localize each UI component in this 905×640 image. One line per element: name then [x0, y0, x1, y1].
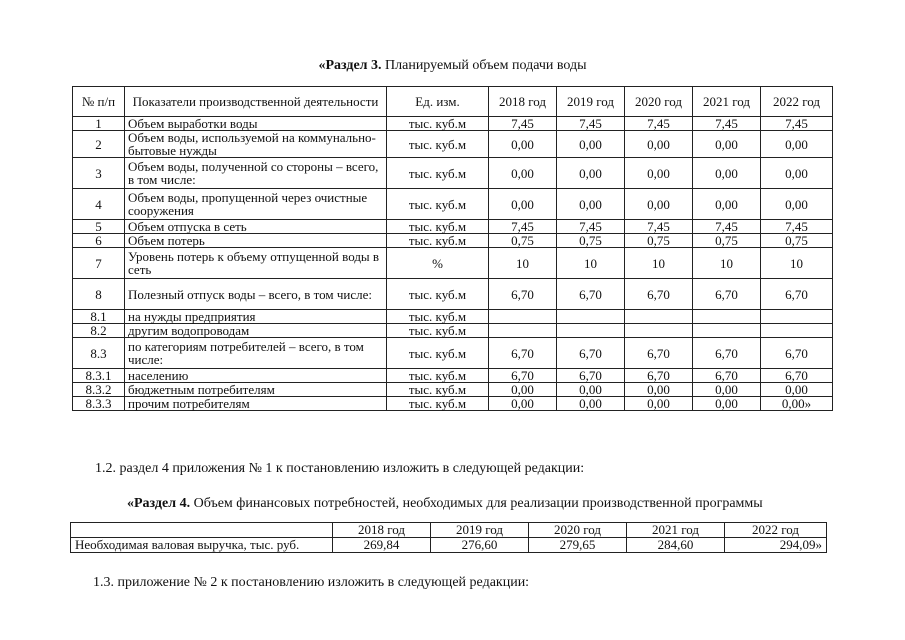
row-value-2018: 0,00 [489, 131, 557, 158]
row-value-2019: 0,00 [557, 383, 625, 397]
row-number: 6 [73, 234, 125, 248]
row-value-2020: 0,00 [625, 131, 693, 158]
row-value-2018: 0,00 [489, 383, 557, 397]
table-row [73, 397, 833, 411]
row-value-2018: 7,45 [489, 117, 557, 131]
financial-needs-table [70, 522, 827, 553]
row-value-2020 [625, 324, 693, 338]
row-unit: тыс. куб.м [387, 131, 489, 158]
row-indicator: бюджетным потребителям [125, 383, 387, 397]
row-unit: тыс. куб.м [387, 117, 489, 131]
row-unit: тыс. куб.м [387, 234, 489, 248]
row-value-2019: 0,00 [557, 158, 625, 189]
row-value-2021: 6,70 [693, 338, 761, 369]
row-value-2018: 6,70 [489, 369, 557, 383]
fin-header-empty [71, 523, 333, 538]
row-value-2020: 10 [625, 248, 693, 279]
row-value-2020 [625, 310, 693, 324]
fin-value-row [71, 538, 827, 553]
fin-header-row [71, 523, 827, 538]
row-unit: тыс. куб.м [387, 324, 489, 338]
row-value-2019: 6,70 [557, 369, 625, 383]
row-indicator: Объем воды, полученной со стороны – всего, в том числе: [125, 158, 387, 189]
row-unit: тыс. куб.м [387, 189, 489, 220]
row-unit: тыс. куб.м [387, 383, 489, 397]
section3-title [0, 58, 905, 74]
row-value-2018: 0,00 [489, 158, 557, 189]
row-value-2019 [557, 324, 625, 338]
row-value-2018: 6,70 [489, 279, 557, 310]
row-value-2022: 7,45 [761, 220, 833, 234]
row-unit: тыс. куб.м [387, 369, 489, 383]
row-value-2022 [761, 310, 833, 324]
header-indicator: Показатели производственной деятельности [125, 87, 387, 117]
row-unit: тыс. куб.м [387, 310, 489, 324]
row-unit: тыс. куб.м [387, 220, 489, 234]
paragraph-1-2: 1.2. раздел 4 приложения № 1 к постановлению изложить в следующей редакции: [95, 461, 585, 476]
fin-value-2020: 279,65 [529, 538, 627, 553]
row-number: 3 [73, 158, 125, 189]
row-value-2019: 6,70 [557, 338, 625, 369]
row-value-2019: 7,45 [557, 220, 625, 234]
header-2020: 2020 год [625, 87, 693, 117]
row-unit: тыс. куб.м [387, 397, 489, 411]
row-indicator: Объем потерь [125, 234, 387, 248]
header-unit: Ед. изм. [387, 87, 489, 117]
row-number: 8.1 [73, 310, 125, 324]
row-value-2018: 0,75 [489, 234, 557, 248]
row-number: 8.3.1 [73, 369, 125, 383]
header-2019: 2019 год [557, 87, 625, 117]
row-value-2020: 6,70 [625, 369, 693, 383]
section3-title-rest: Планируемый объем подачи воды [381, 58, 587, 73]
row-number: 4 [73, 189, 125, 220]
header-2018: 2018 год [489, 87, 557, 117]
row-value-2022 [761, 324, 833, 338]
table-row [73, 310, 833, 324]
table-row [73, 131, 833, 158]
table-row [73, 158, 833, 189]
row-value-2020: 0,75 [625, 234, 693, 248]
row-value-2019: 10 [557, 248, 625, 279]
row-number: 7 [73, 248, 125, 279]
fin-header-2022: 2022 год [725, 523, 827, 538]
row-value-2022: 6,70 [761, 369, 833, 383]
fin-header-2021: 2021 год [627, 523, 725, 538]
row-indicator: прочим потребителям [125, 397, 387, 411]
row-value-2019: 6,70 [557, 279, 625, 310]
header-2021: 2021 год [693, 87, 761, 117]
table-header-row [73, 87, 833, 117]
row-unit: % [387, 248, 489, 279]
row-value-2022: 0,00 [761, 158, 833, 189]
row-value-2021: 0,75 [693, 234, 761, 248]
row-value-2021: 0,00 [693, 131, 761, 158]
row-value-2021: 6,70 [693, 279, 761, 310]
row-value-2018: 0,00 [489, 397, 557, 411]
row-number: 8.3 [73, 338, 125, 369]
header-2022: 2022 год [761, 87, 833, 117]
row-unit: тыс. куб.м [387, 338, 489, 369]
row-number: 2 [73, 131, 125, 158]
row-value-2022: 10 [761, 248, 833, 279]
table-row [73, 234, 833, 248]
header-num: № п/п [73, 87, 125, 117]
row-value-2018 [489, 310, 557, 324]
row-number: 8.3.2 [73, 383, 125, 397]
fin-header-2019: 2019 год [431, 523, 529, 538]
table-row [73, 338, 833, 369]
row-value-2019: 0,00 [557, 397, 625, 411]
row-value-2020: 0,00 [625, 383, 693, 397]
row-value-2021: 0,00 [693, 397, 761, 411]
row-number: 8 [73, 279, 125, 310]
section4-title-rest: Объем финансовых потребностей, необходимых для реализации производственной программы [190, 496, 763, 511]
row-value-2020: 0,00 [625, 189, 693, 220]
water-supply-table [72, 86, 833, 411]
fin-value-2021: 284,60 [627, 538, 725, 553]
row-value-2020: 7,45 [625, 220, 693, 234]
row-number: 8.3.3 [73, 397, 125, 411]
row-value-2022: 6,70 [761, 279, 833, 310]
fin-value-2018: 269,84 [333, 538, 431, 553]
row-value-2022: 0,00 [761, 131, 833, 158]
table-row [73, 324, 833, 338]
row-unit: тыс. куб.м [387, 158, 489, 189]
row-indicator: на нужды предприятия [125, 310, 387, 324]
fin-value-2019: 276,60 [431, 538, 529, 553]
row-value-2022: 0,00» [761, 397, 833, 411]
row-value-2021: 10 [693, 248, 761, 279]
row-indicator: Полезный отпуск воды – всего, в том числе: [125, 279, 387, 310]
row-indicator: населению [125, 369, 387, 383]
table-row [73, 189, 833, 220]
row-value-2020: 6,70 [625, 338, 693, 369]
row-value-2021: 6,70 [693, 369, 761, 383]
row-value-2019: 0,00 [557, 189, 625, 220]
row-value-2021: 0,00 [693, 383, 761, 397]
row-number: 5 [73, 220, 125, 234]
row-value-2018: 0,00 [489, 189, 557, 220]
row-value-2021: 0,00 [693, 158, 761, 189]
row-value-2021 [693, 324, 761, 338]
row-value-2021: 7,45 [693, 220, 761, 234]
row-value-2018 [489, 324, 557, 338]
row-value-2018: 7,45 [489, 220, 557, 234]
paragraph-1-3: 1.3. приложение № 2 к постановлению изложить в следующей редакции: [93, 575, 530, 590]
table-row [73, 248, 833, 279]
row-value-2019: 0,75 [557, 234, 625, 248]
fin-header-2018: 2018 год [333, 523, 431, 538]
row-value-2019 [557, 310, 625, 324]
section3-title-prefix: «Раздел 3. [318, 58, 382, 73]
row-indicator: другим водопроводам [125, 324, 387, 338]
fin-header-2020: 2020 год [529, 523, 627, 538]
table-row [73, 369, 833, 383]
row-value-2018: 10 [489, 248, 557, 279]
row-indicator: Объем выработки воды [125, 117, 387, 131]
row-indicator: по категориям потребителей – всего, в том числе: [125, 338, 387, 369]
row-value-2021: 0,00 [693, 189, 761, 220]
row-indicator: Объем отпуска в сеть [125, 220, 387, 234]
row-value-2019: 7,45 [557, 117, 625, 131]
row-value-2020: 6,70 [625, 279, 693, 310]
row-value-2022: 0,00 [761, 189, 833, 220]
fin-value-2022: 294,09» [725, 538, 827, 553]
row-value-2020: 0,00 [625, 158, 693, 189]
table-row [73, 383, 833, 397]
table-row [73, 279, 833, 310]
row-number: 1 [73, 117, 125, 131]
row-value-2022: 7,45 [761, 117, 833, 131]
row-value-2022: 6,70 [761, 338, 833, 369]
section4-title-prefix: «Раздел 4. [127, 496, 191, 511]
row-value-2019: 0,00 [557, 131, 625, 158]
table-row [73, 117, 833, 131]
row-indicator: Объем воды, используемой на коммунально-бытовые нужды [125, 131, 387, 158]
table-row [73, 220, 833, 234]
fin-row-label: Необходимая валовая выручка, тыс. руб. [71, 538, 333, 553]
row-value-2021: 7,45 [693, 117, 761, 131]
row-number: 8.2 [73, 324, 125, 338]
row-value-2018: 6,70 [489, 338, 557, 369]
row-value-2022: 0,00 [761, 383, 833, 397]
row-indicator: Уровень потерь к объему отпущенной воды в сеть [125, 248, 387, 279]
row-unit: тыс. куб.м [387, 279, 489, 310]
row-value-2021 [693, 310, 761, 324]
row-value-2020: 0,00 [625, 397, 693, 411]
row-value-2022: 0,75 [761, 234, 833, 248]
section4-title [127, 496, 763, 512]
row-value-2020: 7,45 [625, 117, 693, 131]
row-indicator: Объем воды, пропущенной через очистные сооружения [125, 189, 387, 220]
